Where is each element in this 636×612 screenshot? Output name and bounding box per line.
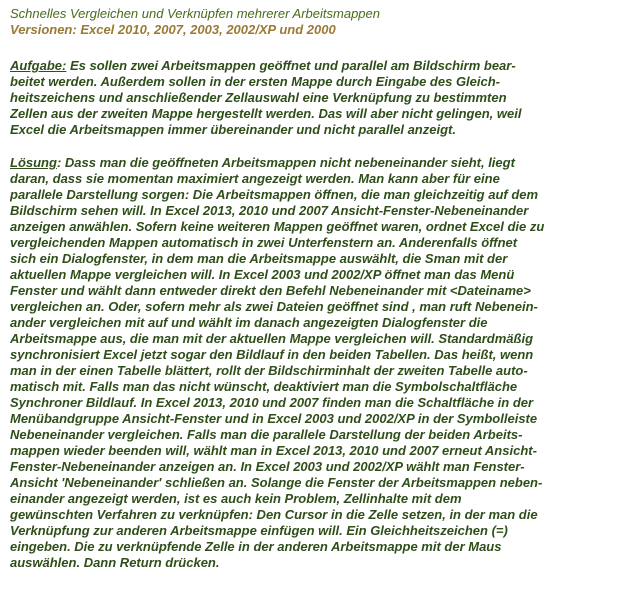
- loesung-line: [10, 443, 630, 459]
- loesung-line: [10, 363, 630, 379]
- loesung-text: Menübandgruppe Ansicht-Fenster und in Excel 2003 und 2002/XP in der Symbolleiste: [10, 411, 538, 426]
- loesung-line: [10, 251, 630, 267]
- loesung-line: [10, 523, 630, 539]
- loesung-text: man in der einen Tabelle blättert, rollt der Bildschirminhalt der zweiten Tabelle auto-: [10, 363, 528, 378]
- loesung-line: [10, 347, 630, 363]
- loesung-line: [10, 539, 630, 555]
- loesung-line: [10, 155, 630, 171]
- loesung-line: [10, 475, 630, 491]
- loesung-text: Verknüpfung zur anderen Arbeitsmappe einfügen will. Ein Gleichheitszeichen (=): [10, 523, 508, 538]
- loesung-line: [10, 283, 630, 299]
- loesung-line: [10, 507, 630, 523]
- loesung-text: Ansicht 'Nebeneinander' schließen an. Solange die Fenster der Arbeitsmappen neben-: [10, 475, 543, 490]
- loesung-text: gewünschten Verfahren zu verknüpfen: Den Cursor in die Zelle setzen, in der man die: [10, 507, 538, 522]
- aufgabe-line: [10, 58, 630, 74]
- aufgabe-line: [10, 90, 630, 106]
- document-title: Schnelles Vergleichen und Verknüpfen mehrerer Arbeitsmappen: [10, 6, 380, 21]
- loesung-text: synchronisiert Excel jetzt sogar den Bildlauf in den beiden Tabellen. Das heißt, wenn: [10, 347, 534, 362]
- aufgabe-text: Es sollen zwei Arbeitsmappen geöffnet und parallel am Bildschirm bear-: [66, 58, 516, 73]
- aufgabe-text: Zellen aus der zweiten Mappe hergestellt werden. Das will aber nicht gelingen, weil: [10, 106, 522, 121]
- loesung-line: [10, 219, 630, 235]
- loesung-line: [10, 427, 630, 443]
- loesung-line: [10, 459, 630, 475]
- versions-line: Versionen: Excel 2010, 2007, 2003, 2002/XP und 2000: [10, 22, 336, 37]
- loesung-text: Nebeneinander vergleichen. Falls man die parallele Darstellung der beiden Arbeits-: [10, 427, 523, 442]
- loesung-text: anzeigen anwählen. Sofern keine weiteren Mappen geöffnet waren, ordnet Excel die zu: [10, 219, 545, 234]
- loesung-text: ander vergleichen mit auf und wählt im danach angezeigten Dialogfenster die: [10, 315, 488, 330]
- aufgabe-section: [10, 58, 630, 138]
- loesung-text: Fenster-Nebeneinander anzeigen an. In Excel 2003 und 2002/XP wählt man Fenster-: [10, 459, 525, 474]
- loesung-text: vergleichen an. Oder, sofern mehr als zwei Dateien geöffnet sind , man ruft Nebenein-: [10, 299, 538, 314]
- loesung-line: [10, 187, 630, 203]
- loesung-text: eingeben. Die zu verknüpfende Zelle in der anderen Arbeitsmappe mit der Maus: [10, 539, 502, 554]
- loesung-line: [10, 267, 630, 283]
- loesung-line: [10, 235, 630, 251]
- loesung-line: [10, 315, 630, 331]
- loesung-line: [10, 299, 630, 315]
- loesung-text: : Dass man die geöffneten Arbeitsmappen nicht nebeneinander sieht, liegt: [56, 155, 515, 170]
- loesung-line: [10, 395, 630, 411]
- loesung-line: [10, 379, 630, 395]
- loesung-line: [10, 491, 630, 507]
- aufgabe-line: [10, 122, 630, 138]
- aufgabe-label: Aufgabe:: [10, 58, 67, 73]
- loesung-section: [10, 155, 630, 571]
- loesung-text: daran, dass sie momentan maximiert angezeigt werden. Man kann aber für eine: [10, 171, 500, 186]
- loesung-text: sich ein Dialogfenster, in dem man die Arbeitsmappe auswählt, die Sman mit der: [10, 251, 508, 266]
- loesung-text: mappen wieder beenden will, wählt man in Excel 2013, 2010 und 2007 erneut Ansicht-: [10, 443, 537, 458]
- loesung-text: einander angezeigt werden, ist es auch kein Problem, Zellinhalte mit dem: [10, 491, 462, 506]
- loesung-text: aktuellen Mappe vergleichen will. In Excel 2003 und 2002/XP öffnet man das Menü: [10, 267, 515, 282]
- loesung-text: Fenster und wählt dann entweder direkt den Befehl Nebeneinander mit <Dateiname>: [10, 283, 531, 298]
- aufgabe-text: beitet werden. Außerdem sollen in der ersten Mappe durch Eingabe des Gleich-: [10, 74, 501, 89]
- aufgabe-text: heitszeichens und anschließender Zellauswahl eine Verknüpfung zu bestimmten: [10, 90, 507, 105]
- loesung-text: auswählen. Dann Return drücken.: [10, 555, 220, 570]
- loesung-text: matisch mit. Falls man das nicht wünscht, deaktiviert man die Symbolschaltfläche: [10, 379, 518, 394]
- aufgabe-line: [10, 106, 630, 122]
- aufgabe-line: [10, 74, 630, 90]
- loesung-text: Bildschirm sehen will. In Excel 2013, 2010 und 2007 Ansicht-Fenster-Nebeneinander: [10, 203, 529, 218]
- aufgabe-text: Excel die Arbeitsmappen immer übereinander und nicht parallel anzeigt.: [10, 122, 456, 137]
- loesung-line: [10, 411, 630, 427]
- loesung-text: Synchroner Bildlauf. In Excel 2013, 2010 und 2007 finden man die Schaltfläche in der: [10, 395, 534, 410]
- loesung-text: Arbeitsmappe aus, die man mit der aktuellen Mappe vergleichen will. Standardmäßig: [10, 331, 534, 346]
- loesung-line: [10, 331, 630, 347]
- loesung-text: parallele Darstellung sorgen: Die Arbeitsmappen öffnen, die man gleichzeitig auf dem: [10, 187, 539, 202]
- loesung-line: [10, 203, 630, 219]
- loesung-text: vergleichenden Mappen automatisch in zwei Unterfenstern an. Anderenfalls öffnet: [10, 235, 518, 250]
- loesung-line: [10, 171, 630, 187]
- loesung-label: Lösung: [10, 155, 57, 170]
- loesung-line: [10, 555, 630, 571]
